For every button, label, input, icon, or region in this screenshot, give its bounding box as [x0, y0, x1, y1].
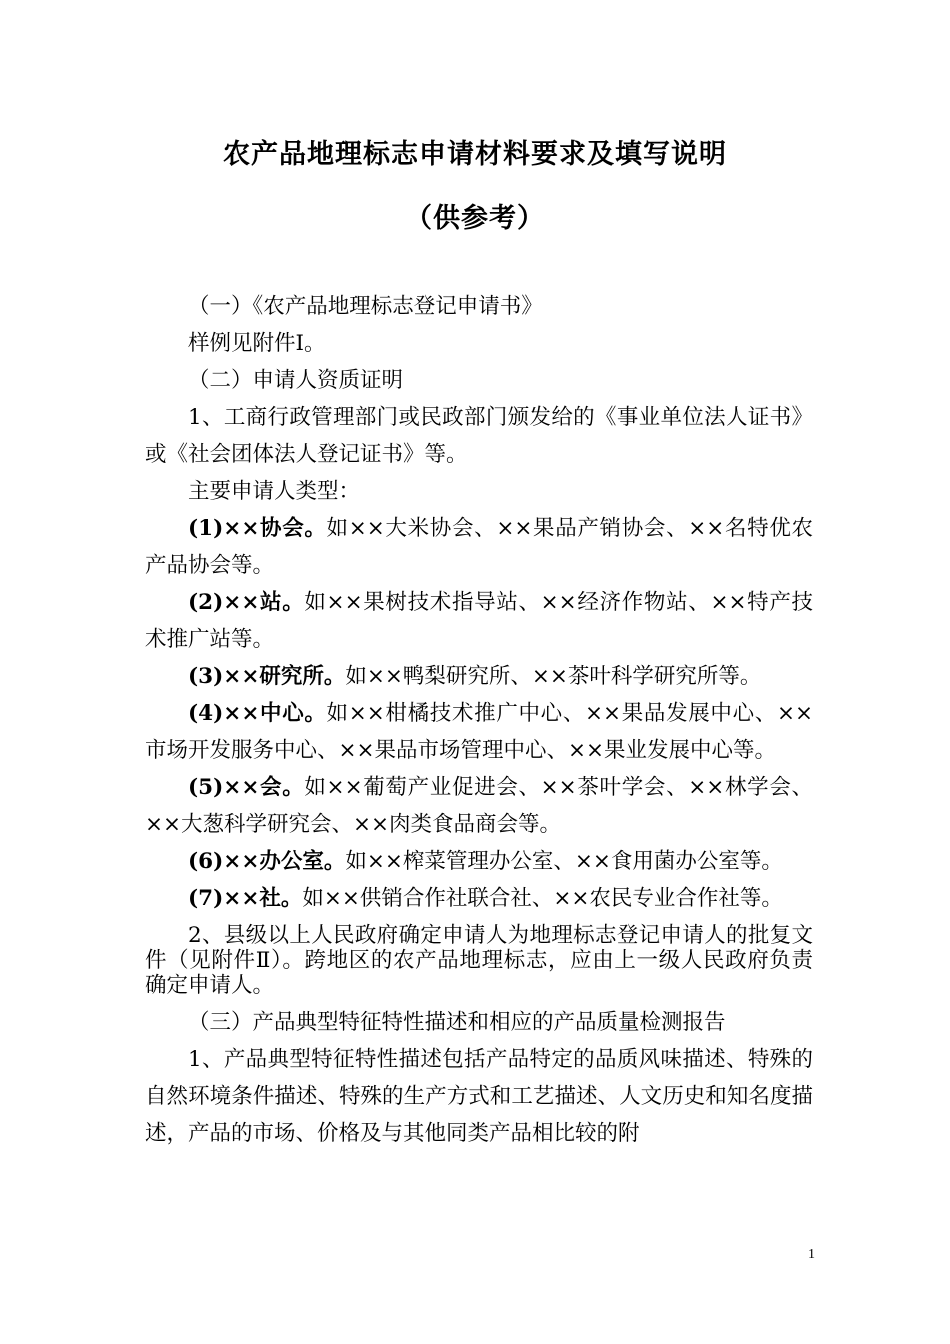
applicant-type-label: (3)××研究所。 — [188, 664, 346, 689]
applicant-type-label: (6)××办公室。 — [188, 849, 346, 874]
applicant-type-text: 如××供销合作社联合社、××农民专业合作社等。 — [302, 886, 783, 911]
document-title: 农产品地理标志申请材料要求及填写说明 — [223, 139, 727, 170]
applicant-type-item — [145, 769, 813, 843]
applicant-type-text: 如××大米协会、××果品产销协会、××名特优农产品协会等。 — [145, 516, 813, 578]
section-1-heading: （一）《农产品地理标志登记申请书》 — [188, 294, 543, 319]
applicant-type-label: (2)××站。 — [188, 590, 305, 615]
applicant-types-heading: 主要申请人类型： — [188, 479, 361, 504]
page-number: 1 — [808, 1247, 815, 1262]
document-subtitle: （供参考） — [405, 203, 545, 234]
applicant-type-label: (7)××社。 — [188, 886, 303, 911]
applicant-type-text: 如××榨菜管理办公室、××食用菌办公室等。 — [345, 849, 783, 874]
section-3-heading: （三）产品典型特征特性描述和相应的产品质量检测报告 — [188, 1010, 726, 1035]
section-1-text: 样例见附件Ⅰ。 — [188, 331, 326, 356]
applicant-type-text: 如××鸭梨研究所、××茶叶科学研究所等。 — [345, 664, 762, 689]
applicant-type-item — [145, 695, 813, 769]
applicant-type-label: (4)××中心。 — [188, 701, 327, 726]
applicant-type-item — [145, 658, 813, 695]
applicant-type-label: (1)××协会。 — [188, 516, 327, 541]
applicant-type-text: 如××果树技术指导站、××经济作物站、××特产技术推广站等。 — [145, 590, 813, 652]
document-body — [145, 288, 813, 1152]
section-2-heading: （二）申请人资质证明 — [188, 368, 404, 393]
applicant-type-item — [145, 843, 813, 880]
applicant-type-item — [145, 510, 813, 584]
applicant-type-item — [145, 880, 813, 917]
applicant-type-text: 如××葡萄产业促进会、××茶叶学会、××林学会、××大葱科学研究会、××肉类食品商会等。 — [145, 775, 813, 837]
section-3-paragraph-1: 1、产品典型特征特性描述包括产品特定的品质风味描述、特殊的自然环境条件描述、特殊的生产方式和工艺描述、人文历史和知名度描述，产品的市场、价格及与其他同类产品相比较的附 — [145, 1047, 813, 1146]
applicant-type-label: (5)××会。 — [188, 775, 305, 800]
section-2-paragraph-2: 2、县级以上人民政府确定申请人为地理标志登记申请人的批复文件（见附件Ⅱ）。跨地区的农产品地理标志，应由上一级人民政府负责确定申请人。 — [145, 923, 813, 998]
applicant-type-item — [145, 584, 813, 658]
applicant-type-text: 如××柑橘技术推广中心、××果品发展中心、××市场开发服务中心、××果品市场管理中心、××果业发展中心等。 — [145, 701, 813, 763]
section-2-paragraph-1: 1、工商行政管理部门或民政部门颁发给的《事业单位法人证书》或《社会团体法人登记证书》等。 — [145, 405, 813, 467]
